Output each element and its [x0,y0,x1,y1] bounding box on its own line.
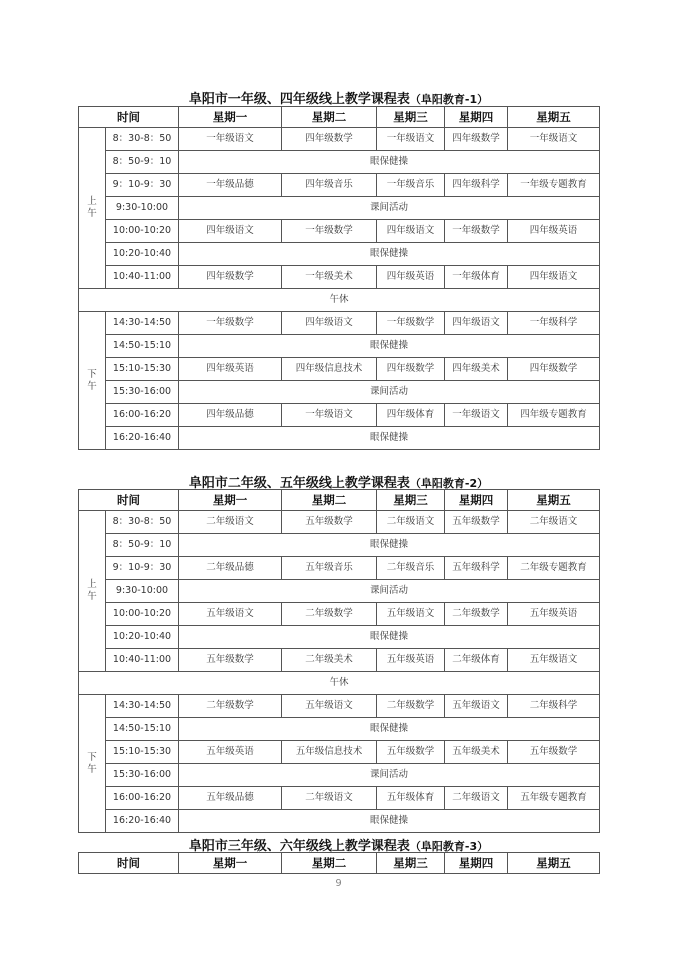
header-time: 时间 [79,853,179,874]
cell: 一年级语文 [282,404,377,427]
cell: 二年级科学 [508,695,600,718]
table-row [79,718,600,741]
table-row [79,174,600,197]
header-fri: 星期五 [508,490,600,511]
time-cell: 16:20-16:40 [106,427,179,450]
time-cell: 10:40-11:00 [106,649,179,672]
schedule-table-2 [78,489,600,833]
span-cell: 课间活动 [179,580,600,603]
header-fri: 星期五 [508,107,600,128]
table-row [79,335,600,358]
cell: 二年级体育 [445,649,508,672]
span-cell: 眼保健操 [179,626,600,649]
cell: 五年级语文 [508,649,600,672]
span-cell: 课间活动 [179,764,600,787]
time-cell: 15:30-16:00 [106,764,179,787]
cell: 二年级语文 [179,511,282,534]
cell: 一年级科学 [508,312,600,335]
header-row [79,853,600,874]
cell: 四年级音乐 [282,174,377,197]
cell: 二年级数学 [282,603,377,626]
cell: 五年级专题教育 [508,787,600,810]
span-cell: 眼保健操 [179,718,600,741]
header-tue: 星期二 [282,853,377,874]
header-fri: 星期五 [508,853,600,874]
cell: 一年级语文 [508,128,600,151]
period-am: 上 午 [79,511,106,672]
cell: 四年级体育 [377,404,445,427]
cell: 五年级体育 [377,787,445,810]
time-cell: 16:00-16:20 [106,787,179,810]
table-row [79,534,600,557]
header-thu: 星期四 [445,853,508,874]
time-cell: 14:50-15:10 [106,718,179,741]
time-cell: 9:30-10:00 [106,580,179,603]
time-cell: 10:00-10:20 [106,220,179,243]
cell: 一年级语文 [377,128,445,151]
table-row [79,626,600,649]
span-cell: 眼保健操 [179,243,600,266]
cell: 二年级语文 [377,511,445,534]
title-text: 阜阳市一年级、四年级线上教学课程表 [188,92,410,107]
time-cell: 8：30-8：50 [106,511,179,534]
header-mon: 星期一 [179,490,282,511]
cell: 四年级语文 [508,266,600,289]
cell: 四年级英语 [179,358,282,381]
cell: 四年级英语 [508,220,600,243]
noon-break: 午休 [79,672,600,695]
cell: 一年级专题教育 [508,174,600,197]
time-cell: 15:10-15:30 [106,741,179,764]
table-row [79,358,600,381]
cell: 二年级语文 [508,511,600,534]
cell: 四年级语文 [445,312,508,335]
cell: 五年级语文 [282,695,377,718]
header-mon: 星期一 [179,107,282,128]
cell: 四年级语文 [377,220,445,243]
time-cell: 15:10-15:30 [106,358,179,381]
table-row [79,197,600,220]
period-am: 上 午 [79,128,106,289]
table-row [79,649,600,672]
table-row [79,404,600,427]
cell: 五年级数学 [445,511,508,534]
time-cell: 14:30-14:50 [106,695,179,718]
header-thu: 星期四 [445,490,508,511]
cell: 二年级音乐 [377,557,445,580]
cell: 五年级信息技术 [282,741,377,764]
time-cell: 10:00-10:20 [106,603,179,626]
cell: 五年级数学 [508,741,600,764]
period-pm: 下 午 [79,695,106,833]
table-row [79,580,600,603]
span-cell: 课间活动 [179,197,600,220]
header-time: 时间 [79,490,179,511]
cell: 五年级数学 [282,511,377,534]
table-row [79,511,600,534]
table-row [79,151,600,174]
schedule-title-1 [78,88,599,107]
span-cell: 眼保健操 [179,151,600,174]
time-cell: 8：50-9：10 [106,534,179,557]
cell: 五年级语文 [377,603,445,626]
cell: 四年级数学 [179,266,282,289]
header-time: 时间 [79,107,179,128]
time-cell: 15:30-16:00 [106,381,179,404]
header-wed: 星期三 [377,490,445,511]
schedule-table-1 [78,106,600,450]
cell: 五年级语文 [179,603,282,626]
cell: 五年级数学 [377,741,445,764]
table-row [79,603,600,626]
table-row [79,220,600,243]
cell: 四年级科学 [445,174,508,197]
period-pm: 下 午 [79,312,106,450]
table-row [79,557,600,580]
page-number: 9 [335,878,342,889]
cell: 五年级语文 [445,695,508,718]
table-row [79,381,600,404]
table-row [79,289,600,312]
title-text: 阜阳市三年级、六年级线上教学课程表 [188,839,410,854]
header-wed: 星期三 [377,107,445,128]
cell: 二年级语文 [282,787,377,810]
title-text: 阜阳市二年级、五年级线上教学课程表 [188,476,410,491]
header-tue: 星期二 [282,107,377,128]
cell: 五年级英语 [179,741,282,764]
time-cell: 10:40-11:00 [106,266,179,289]
span-cell: 眼保健操 [179,534,600,557]
time-cell: 9：10-9：30 [106,174,179,197]
cell: 一年级语文 [445,404,508,427]
span-cell: 眼保健操 [179,810,600,833]
table-row [79,764,600,787]
cell: 一年级数学 [377,312,445,335]
time-cell: 9：10-9：30 [106,557,179,580]
time-cell: 14:50-15:10 [106,335,179,358]
title-suffix: （阜阳教育-3） [409,840,489,853]
cell: 五年级数学 [179,649,282,672]
cell: 一年级音乐 [377,174,445,197]
cell: 四年级英语 [377,266,445,289]
time-cell: 9:30-10:00 [106,197,179,220]
table-row [79,427,600,450]
header-mon: 星期一 [179,853,282,874]
span-cell: 课间活动 [179,381,600,404]
cell: 四年级数学 [282,128,377,151]
table-row [79,266,600,289]
header-wed: 星期三 [377,853,445,874]
time-cell: 10:20-10:40 [106,243,179,266]
table-row [79,810,600,833]
time-cell: 10:20-10:40 [106,626,179,649]
title-suffix: （阜阳教育-1） [409,93,489,106]
cell: 二年级数学 [445,603,508,626]
time-cell: 14:30-14:50 [106,312,179,335]
table-row [79,672,600,695]
cell: 四年级数学 [508,358,600,381]
table-row [79,243,600,266]
cell: 四年级数学 [377,358,445,381]
span-cell: 眼保健操 [179,427,600,450]
noon-break: 午休 [79,289,600,312]
cell: 二年级品德 [179,557,282,580]
header-thu: 星期四 [445,107,508,128]
table-row [79,695,600,718]
cell: 一年级数学 [179,312,282,335]
cell: 五年级品德 [179,787,282,810]
time-cell: 8：30-8：50 [106,128,179,151]
table-row [79,741,600,764]
table-row [79,787,600,810]
cell: 一年级美术 [282,266,377,289]
cell: 五年级美术 [445,741,508,764]
title-suffix: （阜阳教育-2） [409,477,489,490]
cell: 五年级音乐 [282,557,377,580]
cell: 五年级英语 [508,603,600,626]
cell: 一年级品德 [179,174,282,197]
cell: 二年级数学 [377,695,445,718]
cell: 一年级语文 [179,128,282,151]
header-tue: 星期二 [282,490,377,511]
span-cell: 眼保健操 [179,335,600,358]
cell: 五年级科学 [445,557,508,580]
cell: 一年级数学 [445,220,508,243]
header-row [79,490,600,511]
time-cell: 8：50-9：10 [106,151,179,174]
cell: 一年级体育 [445,266,508,289]
table-row [79,312,600,335]
header-row [79,107,600,128]
cell: 五年级英语 [377,649,445,672]
cell: 四年级美术 [445,358,508,381]
cell: 一年级数学 [282,220,377,243]
cell: 二年级专题教育 [508,557,600,580]
table-row [79,128,600,151]
cell: 四年级语文 [282,312,377,335]
time-cell: 16:20-16:40 [106,810,179,833]
cell: 四年级专题教育 [508,404,600,427]
cell: 四年级数学 [445,128,508,151]
cell: 四年级语文 [179,220,282,243]
cell: 四年级品德 [179,404,282,427]
cell: 二年级美术 [282,649,377,672]
time-cell: 16:00-16:20 [106,404,179,427]
cell: 四年级信息技术 [282,358,377,381]
cell: 二年级数学 [179,695,282,718]
schedule-table-3 [78,852,600,874]
cell: 二年级语文 [445,787,508,810]
